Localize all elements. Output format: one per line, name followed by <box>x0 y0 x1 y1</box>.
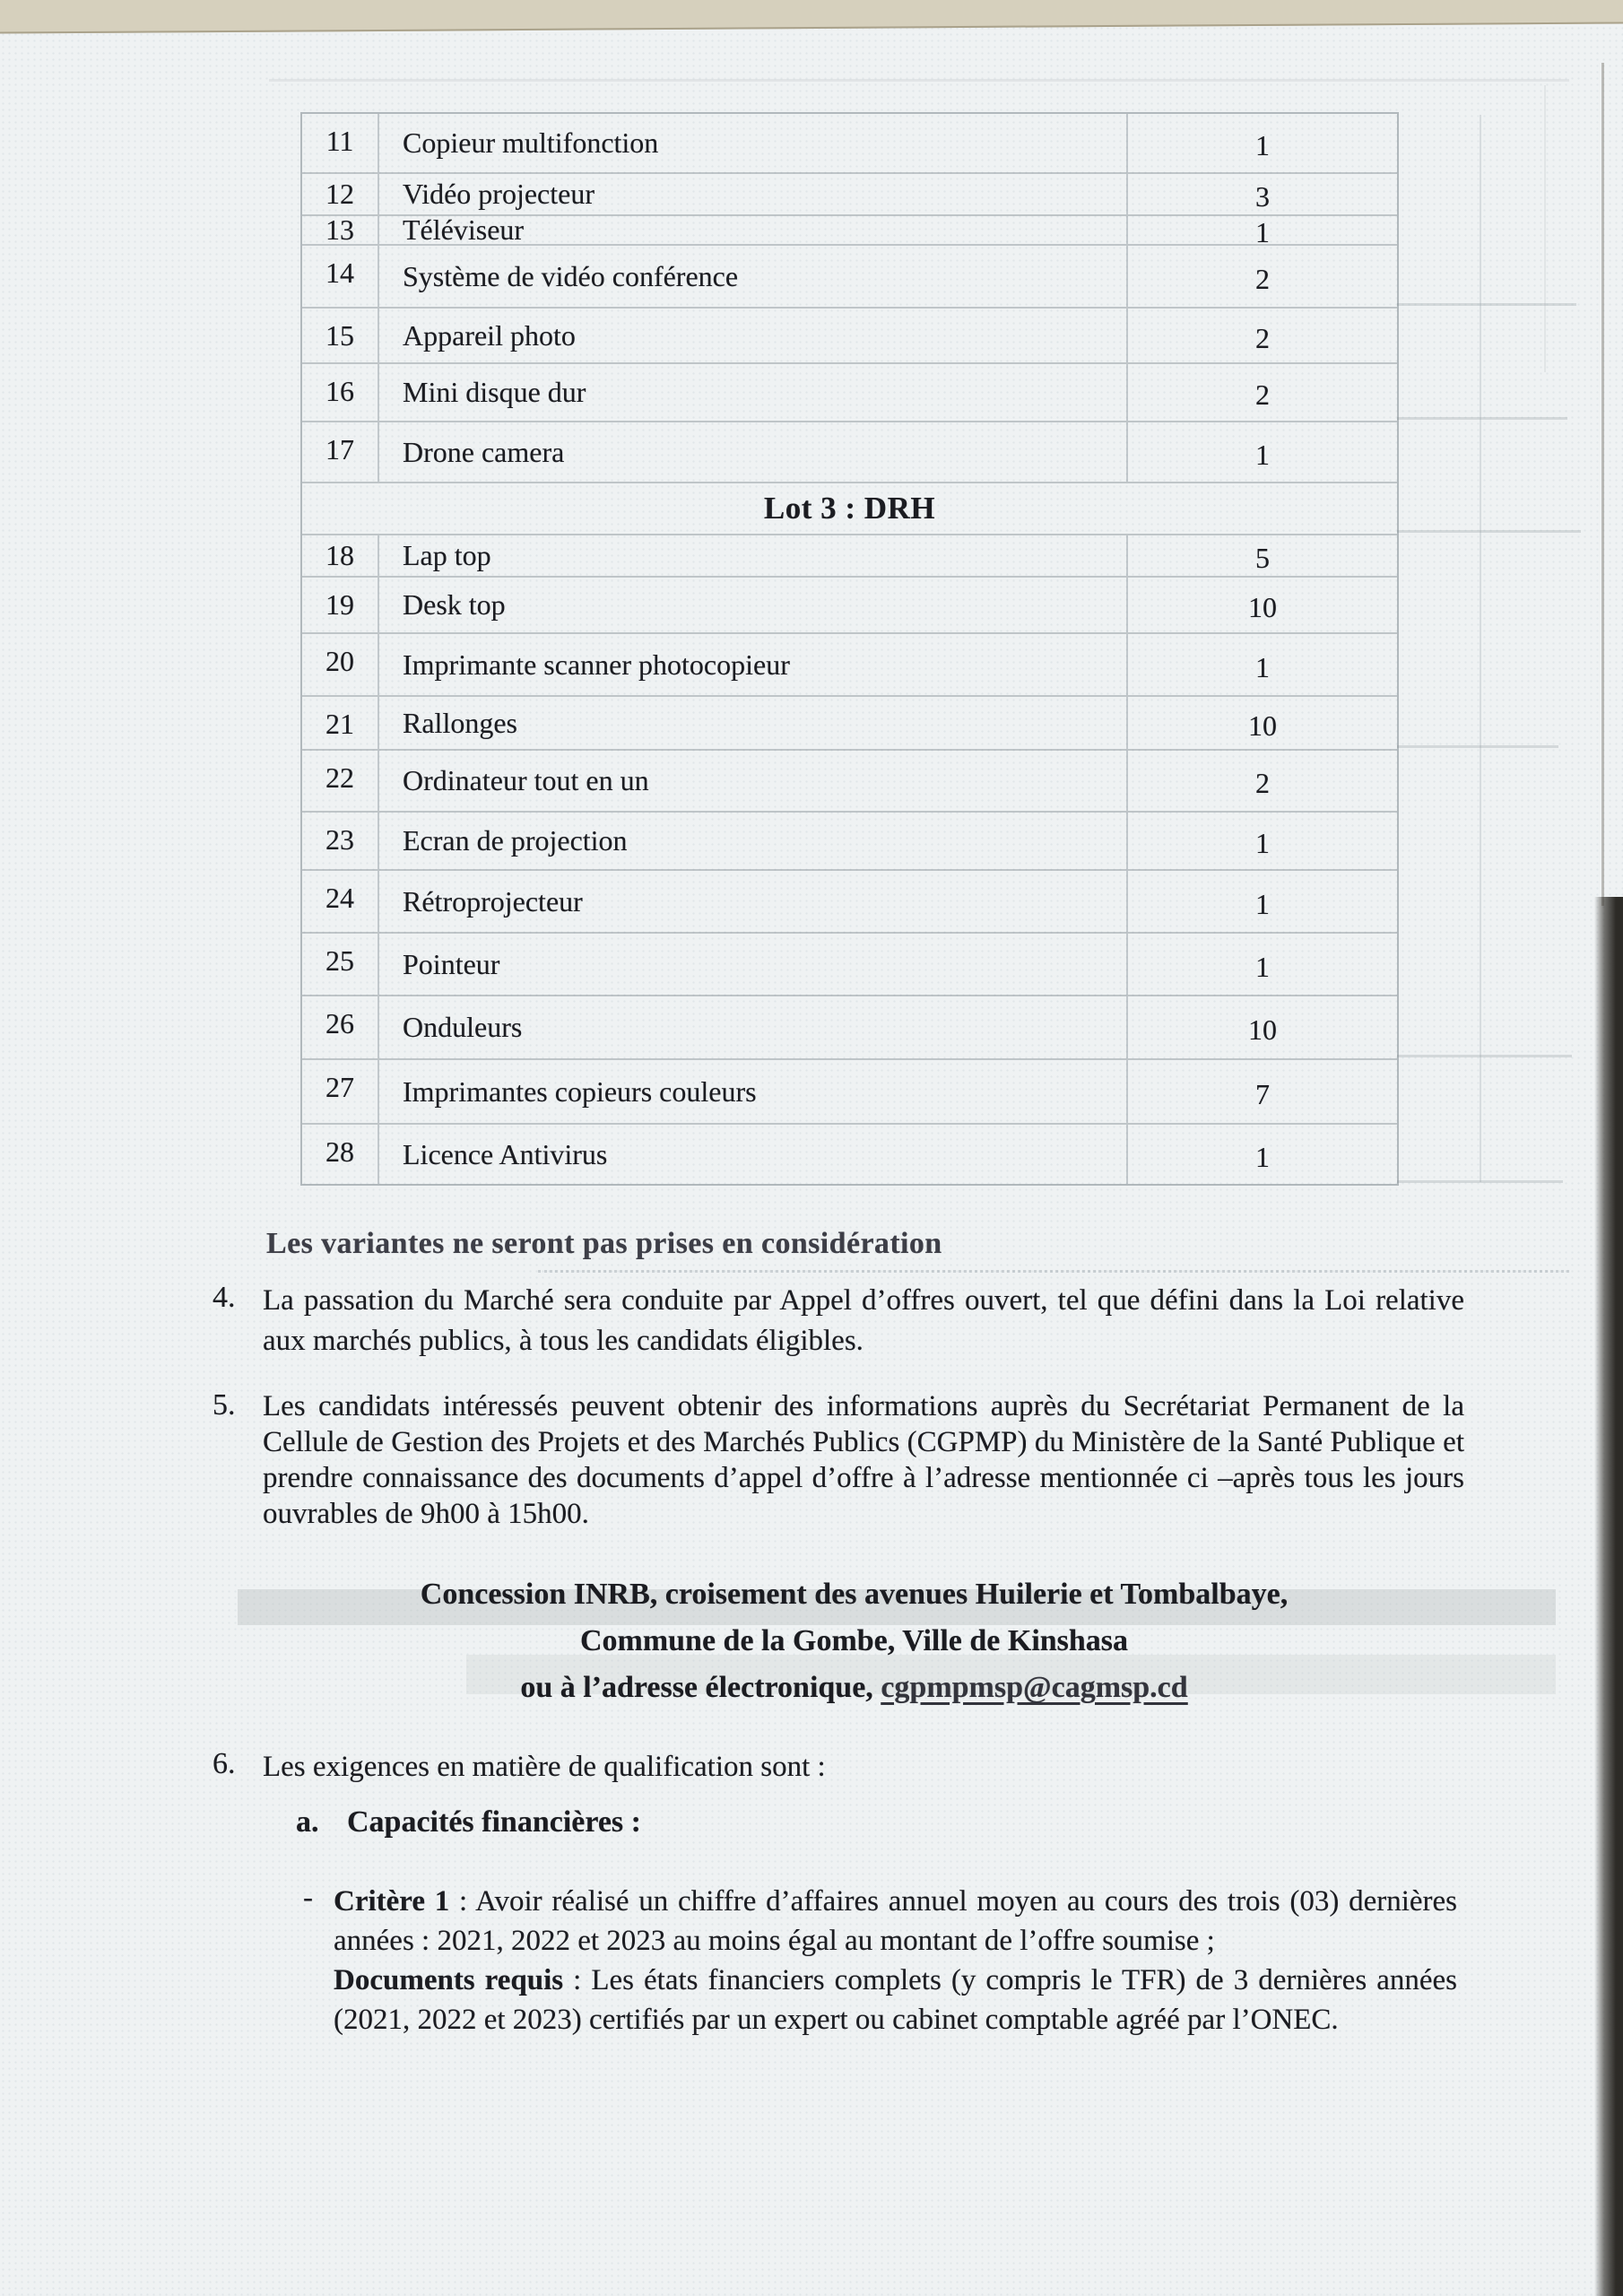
criterion-1-label: Critère 1 <box>334 1885 450 1918</box>
documents-required-text: : Les états financiers complets (y compris le TFR) de 3 dernières années (2021, 2022 et 2023) certifiés par un expert ou cabinet comptable agréé par l’ONEC. <box>334 1964 1457 2036</box>
row-quantity-cell: 1 <box>1126 114 1397 172</box>
row-number-cell: 16 <box>302 364 379 421</box>
row-designation-cell: Onduleurs <box>403 1011 523 1043</box>
row-designation-cell: Vidéo projecteur <box>403 178 595 210</box>
paragraph-5-number: 5. <box>213 1388 236 1422</box>
table-row <box>302 632 1397 695</box>
scan-streak <box>1397 1055 1572 1057</box>
email-link: cgpmpmsp@cagmsp.cd <box>881 1671 1188 1704</box>
row-designation-cell: Système de vidéo conférence <box>403 259 739 292</box>
row-number-cell: 11 <box>302 114 379 172</box>
scan-streak <box>1397 745 1558 748</box>
documents-required-label: Documents requis <box>334 1964 564 1996</box>
equipment-table <box>300 112 1399 1186</box>
row-quantity-cell: 10 <box>1126 996 1397 1058</box>
bullet-dash: - <box>303 1882 313 1914</box>
row-quantity-cell: 1 <box>1126 634 1397 695</box>
row-quantity-cell: 2 <box>1126 246 1397 307</box>
row-designation-cell: Mini disque dur <box>403 376 586 408</box>
row-number-cell: 25 <box>302 934 379 995</box>
scan-streak <box>1397 417 1567 420</box>
row-number-cell: 15 <box>302 309 379 362</box>
table-row <box>302 244 1397 307</box>
table-row <box>302 534 1397 576</box>
row-designation-cell: Imprimantes copieurs couleurs <box>403 1074 757 1108</box>
row-quantity-cell: 1 <box>1126 422 1397 482</box>
scanner-edge-top <box>0 0 1623 34</box>
row-designation-cell: Drone camera <box>403 435 565 468</box>
address-block <box>242 1571 1466 1711</box>
row-designation-cell: Licence Antivirus <box>403 1137 608 1170</box>
table-row <box>302 576 1397 632</box>
table-row <box>302 869 1397 932</box>
list-item-a-label: a. <box>296 1805 319 1839</box>
row-number-cell: 13 <box>302 216 379 244</box>
table-section-row <box>302 482 1397 534</box>
row-quantity-cell: 1 <box>1126 1125 1397 1184</box>
row-designation-cell: Copieur multifonction <box>403 126 659 159</box>
variants-note: Les variantes ne seront pas prises en considération <box>266 1227 942 1260</box>
ghost-column-line <box>1480 115 1481 1182</box>
row-number-cell: 21 <box>302 697 379 749</box>
row-quantity-cell: 1 <box>1126 216 1397 244</box>
row-designation-cell: Ordinateur tout en un <box>403 764 649 796</box>
row-quantity-cell: 2 <box>1126 309 1397 362</box>
ghost-column-line <box>1544 85 1546 372</box>
row-quantity-cell: 7 <box>1126 1060 1397 1123</box>
table-row <box>302 421 1397 482</box>
table-row <box>302 172 1397 214</box>
row-quantity-cell: 5 <box>1126 535 1397 576</box>
row-designation-cell: Rallonges <box>403 706 517 739</box>
row-number-cell: 26 <box>302 996 379 1058</box>
row-designation-cell: Rétroprojecteur <box>403 884 583 918</box>
table-row <box>302 749 1397 811</box>
row-quantity-cell: 10 <box>1126 578 1397 632</box>
financial-capacity-heading: Capacités financières : <box>347 1805 641 1839</box>
table-row <box>302 695 1397 749</box>
table-row <box>302 213 1397 248</box>
row-quantity-cell: 2 <box>1126 364 1397 421</box>
section-header: Lot 3 : DRH <box>763 491 936 526</box>
row-designation-cell: Pointeur <box>403 947 500 980</box>
address-line1: Concession INRB, croisement des avenues Huilerie et Tombalbaye, <box>420 1578 1289 1611</box>
row-quantity-cell: 3 <box>1126 174 1397 214</box>
address-line3 <box>242 1665 1466 1711</box>
row-number-cell: 27 <box>302 1060 379 1123</box>
paragraph-4-number: 4. <box>213 1281 236 1314</box>
row-quantity-cell: 1 <box>1126 934 1397 995</box>
row-number-cell: 23 <box>302 813 379 869</box>
table-row <box>302 1058 1397 1123</box>
address-line3-prefix: ou à l’adresse électronique, <box>520 1671 881 1704</box>
row-designation-cell: Appareil photo <box>403 318 576 352</box>
row-quantity-cell: 2 <box>1126 751 1397 811</box>
paragraph-4-text: La passation du Marché sera conduite par Appel d’offres ouvert, tel que défini dans la Loi relative aux marchés publics, à tous les candidats éligibles. <box>263 1284 1464 1357</box>
scan-streak <box>1397 530 1581 533</box>
scan-dotted-band <box>538 1270 1569 1273</box>
row-designation-cell: Desk top <box>403 588 506 621</box>
table-row <box>302 114 1397 172</box>
address-line2: Commune de la Gombe, Ville de Kinshasa <box>579 1624 1129 1657</box>
row-number-cell: 20 <box>302 634 379 695</box>
row-number-cell: 14 <box>302 246 379 307</box>
row-quantity-cell: 1 <box>1126 871 1397 932</box>
page-edge-line <box>1601 63 1604 906</box>
table-row <box>302 995 1397 1058</box>
criterion-1-block <box>334 1882 1457 2039</box>
row-quantity-cell: 1 <box>1126 813 1397 869</box>
criterion-1-text: : Avoir réalisé un chiffre d’affaires annuel moyen au cours des trois (03) dernières années : 2021, 2022 et 2023 au moins égal au montant de l’offre soumise ; <box>334 1885 1457 1957</box>
row-designation-cell: Ecran de projection <box>403 824 628 857</box>
page-edge-shadow <box>1594 897 1623 2296</box>
row-number-cell: 24 <box>302 871 379 932</box>
row-designation-cell: Lap top <box>403 539 491 571</box>
row-designation-cell: Imprimante scanner photocopieur <box>403 648 790 681</box>
table-row <box>302 1123 1397 1184</box>
table-row <box>302 932 1397 995</box>
scan-streak <box>269 79 1569 82</box>
row-number-cell: 12 <box>302 174 379 214</box>
paragraph-5-text: Les candidats intéressés peuvent obtenir des informations auprès du Secrétariat Permanent de la Cellule de Gestion des Projets et des Marchés Publics (CGPMP) du Ministère de la Santé Publique et prendre connaissance des documents d’appel d’offre à l’adresse mentionnée ci –après tous les jours ouvrables de 9h00 à 15h00. <box>263 1390 1464 1530</box>
row-number-cell: 22 <box>302 751 379 811</box>
table-row <box>302 307 1397 362</box>
row-number-cell: 28 <box>302 1125 379 1184</box>
row-number-cell: 18 <box>302 535 379 576</box>
table-row <box>302 362 1397 421</box>
paragraph-6-text: Les exigences en matière de qualification sont : <box>263 1751 826 1783</box>
row-number-cell: 19 <box>302 578 379 632</box>
row-number-cell: 17 <box>302 422 379 482</box>
table-row <box>302 811 1397 869</box>
scan-streak <box>1397 303 1576 306</box>
paragraph-6-number: 6. <box>213 1747 236 1780</box>
row-quantity-cell: 10 <box>1126 697 1397 749</box>
row-designation-cell: Téléviseur <box>403 213 525 246</box>
